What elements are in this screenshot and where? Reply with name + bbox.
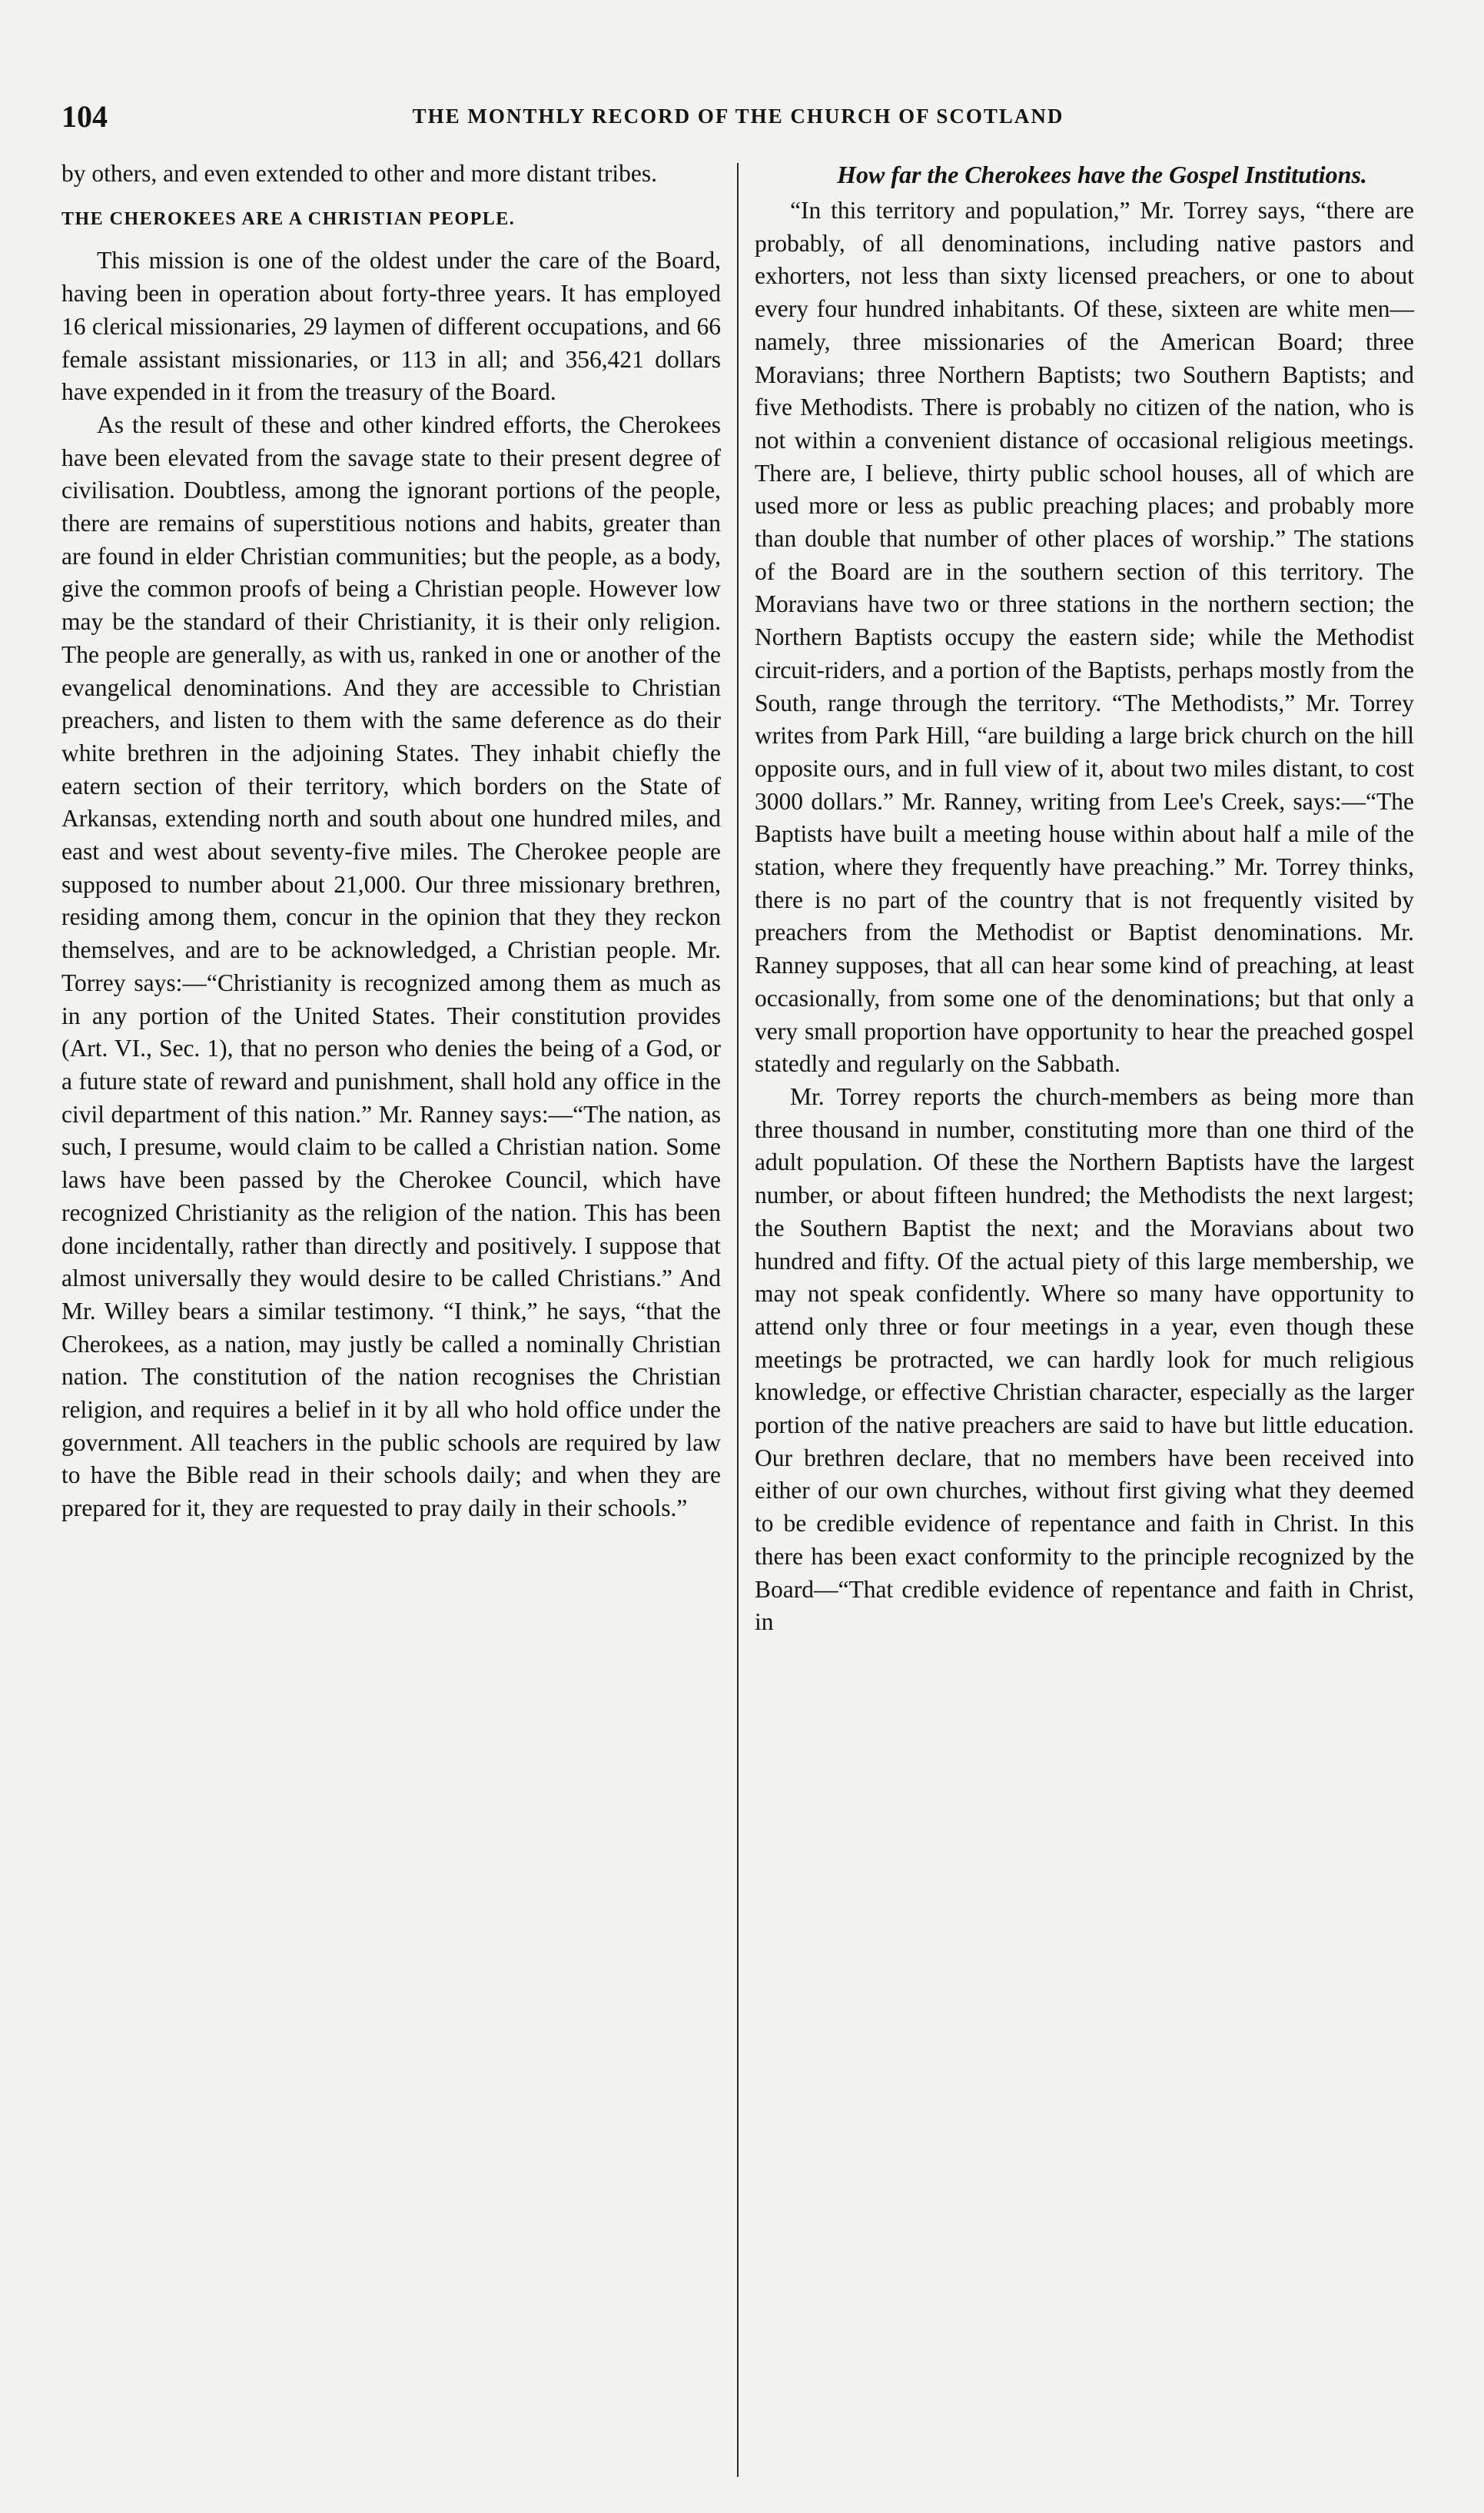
paragraph: “In this territory and population,” Mr. Torrey says, “there are probably, of all denominations, including native pastors and exhorters, not less than sixty licensed preachers, or one to about every four hundred inhabitants. Of these, sixteen are white men—namely, three missionaries of the American Board; three Moravians; three Northern Baptists; two Southern Baptists; and five Methodists. There is probably no citizen of the nation, who is not within a convenient distance of occasional religious meetings. There are, I believe, thirty public school houses, all of which are used more or less as public preaching places; and probably more than double that number of other places of worship.” The stations of the Board are in the southern section of this territory. The Moravians have two or three stations in the northern section; the Northern Baptists occupy the eastern side; while the Methodist circuit-riders, and a portion of the Baptists, perhaps mostly from the South, range through the territory. “The Methodists,” Mr. Torrey writes from Park Hill, “are building a large brick church on the hill opposite ours, and in full view of it, about two miles distant, to cost 3000 dollars.” Mr. Ranney, writing from Lee's Creek, says:—“The Baptists have built a meeting house within about half a mile of the station, where they frequently have preaching.” Mr. Torrey thinks, there is no part of the country that is not frequently visited by preachers from the Methodist or Baptist denominations. Mr. Ranney supposes, that all can hear some kind of preaching, at least occasionally, from some one of the denominations; but that only a very small proportion have opportunity to hear the preached gospel statedly and regularly on the Sabbath. bbox=[755, 197, 1414, 1078]
paragraph: As the result of these and other kindred efforts, the Cherokees have been elevated from the savage state to their present degree of civilisation. Doubtless, among the ignorant portions of the people, there are remains of superstitious notions and habits, greater than are found in elder Christian communities; but the people, as a body, give the common proofs of being a Christian people. However low may be the standard of their Christianity, it is their only religion. The people are generally, as with us, ranked in one or another of the evangelical denominations. And they are accessible to Christian preachers, and listen to them with the same deference as do their white brethren in the adjoining States. They inhabit chiefly the eatern section of their territory, which borders on the State of Arkansas, extending north and south about one hundred miles, and east and west about seventy-five miles. The Cherokee people are supposed to number about 21,000. Our three missionary brethren, residing among them, concur in the opinion that they they reckon themselves, and are to be acknowledged, a Christian people. Mr. Torrey says:—“Christianity is recognized among them as much as in any portion of the United States. Their constitution provides (Art. VI., Sec. 1), that no person who denies the being of a God, or a future state of reward and punishment, shall hold any office in the civil department of this nation.” Mr. Ranney says:—“The nation, as such, I presume, would claim to be called a Christian nation. Some laws have been passed by the Cherokee Council, which have recognized Christianity as the religion of the nation. This has been done incidentally, rather than directly and positively. I suppose that almost universally they would desire to be called Christians.” And Mr. Willey bears a similar testimony. “I think,” he says, “that the Cherokees, as a nation, may justly be called a nominally Christian nation. The constitution of the nation recognises the Christian religion, and requires a belief in it by all who hold office under the government. All teachers in the public schools are required by law to have the Bible read in their schools daily; and when they are prepared for it, they are requested to pray daily in their schools.” bbox=[61, 411, 721, 1522]
paragraph: Mr. Torrey reports the church-members as being more than three thousand in number, constituting more than one third of the adult population. Of these the Northern Baptists have the largest number, or about fifteen hundred; the Methodists the next largest; the Southern Baptist the next; and the Moravians about two hundred and fifty. Of the actual piety of this large membership, we may not speak confidently. Where so many have opportunity to attend only three or four meetings in a year, even though these meetings be protracted, we can hardly look for much religious knowledge, or effective Christian character, especially as the larger portion of the native preachers are said to have but little education. Our brethren declare, that no members have been received into either of our own churches, without first giving what they deemed to be credible evidence of repentance and faith in Christ. In this there has been exact conformity to the principle recognized by the Board—“That credible evidence of repentance and faith in Christ, in bbox=[755, 1082, 1414, 1636]
section-heading: THE CHEROKEES ARE A CHRISTIAN PEOPLE. bbox=[61, 208, 516, 229]
page-number: 104 bbox=[61, 98, 108, 134]
right-column bbox=[755, 158, 1414, 2456]
paragraph: This mission is one of the oldest under the care of the Board, having been in operation about forty-three years. It has employed 16 clerical missionaries, 29 laymen of different occupations, and 66 female assistant missionaries, or 113 in all; and 356,421 dollars have expended in it from the treasury of the Board. bbox=[61, 247, 721, 406]
opening-paragraph: by others, and even extended to other and more distant tribes. bbox=[61, 160, 658, 187]
page-header bbox=[61, 97, 1346, 135]
running-head: THE MONTHLY RECORD OF THE CHURCH OF SCOTLAND bbox=[412, 104, 1064, 128]
article-columns bbox=[61, 158, 1414, 2456]
section-heading: How far the Cherokees have the Gospel Institutions. bbox=[837, 161, 1367, 188]
left-column bbox=[61, 158, 721, 2456]
